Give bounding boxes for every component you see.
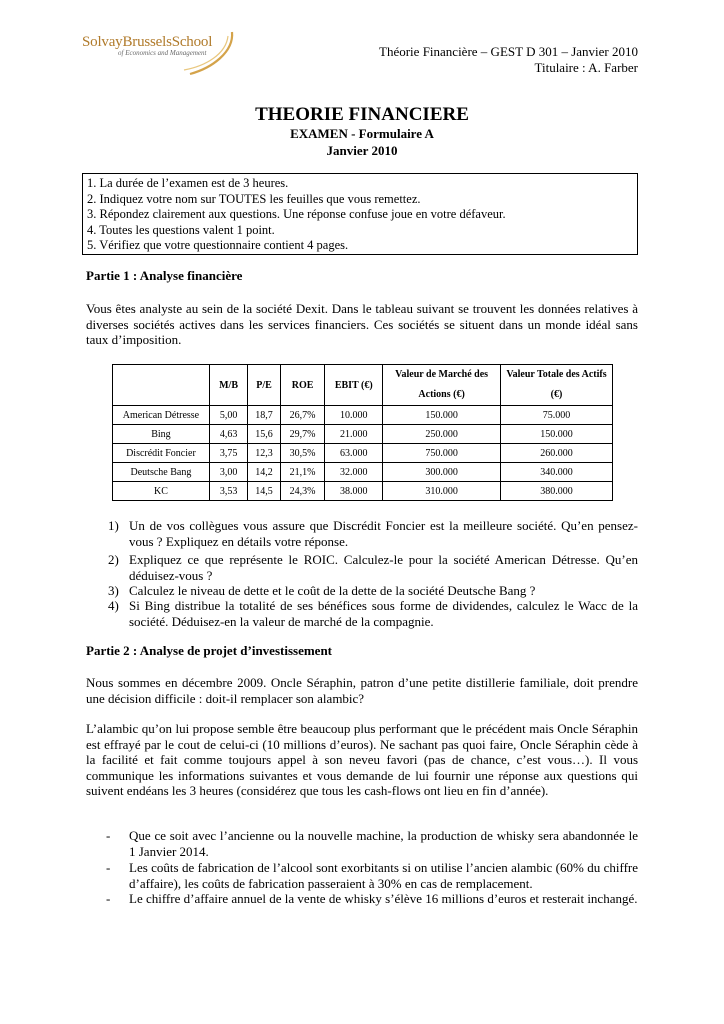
table-cell: 260.000	[500, 444, 612, 463]
logo-name: SolvayBrusselsSchool	[82, 34, 213, 50]
financial-table	[112, 364, 613, 501]
logo-swoosh-icon	[182, 30, 242, 76]
part1-intro: Vous êtes analyste au sein de la société Dexit. Dans le tableau suivant se trouvent les données relatives à diverses sociétés actives dans les services financiers. Ces sociétés se situent dans un monde idéal sans taux d’imposition.	[86, 301, 638, 347]
table-cell: 750.000	[383, 444, 501, 463]
question-text: Si Bing distribue la totalité de ses bénéfices sous forme de dividendes, calculez le Wacc de la société. Déduisez-en la valeur de marché de la compagnie.	[129, 598, 638, 629]
bullet-dash: -	[106, 891, 111, 906]
table-cell: 380.000	[500, 482, 612, 501]
table-cell: 15,6	[248, 425, 281, 444]
table-row-label: Bing	[113, 425, 210, 444]
table-cell: 29,7%	[280, 425, 324, 444]
table-cell: 21,1%	[280, 463, 324, 482]
table-row	[113, 425, 613, 444]
table-row	[113, 482, 613, 501]
table-row	[113, 406, 613, 425]
question-item	[108, 552, 638, 583]
question-text: Calculez le niveau de dette et le coût de la dette de la société Deutsche Bang ?	[129, 583, 536, 598]
bullet-dash: -	[106, 828, 111, 843]
question-item	[108, 518, 638, 549]
table-row	[113, 463, 613, 482]
table-header-cell: P/E	[248, 365, 281, 406]
table-row-label: Discrédit Foncier	[113, 444, 210, 463]
table-cell: 250.000	[383, 425, 501, 444]
table-cell: 150.000	[383, 406, 501, 425]
question-number: 1)	[108, 518, 119, 533]
table-cell: 14,2	[248, 463, 281, 482]
exam-form: EXAMEN - Formulaire A	[290, 126, 434, 141]
bullet-text: Les coûts de fabrication de l’alcool sont exorbitants si on utilise l’ancien alambic (60% du chiffre d’affaire), les coûts de fabrication passeraient à 30% en cas de remplacement.	[129, 860, 638, 891]
exam-date: Janvier 2010	[326, 143, 398, 158]
bullet-text: Que ce soit avec l’ancienne ou la nouvelle machine, la production de whisky sera abandonnée le 1 Janvier 2014.	[129, 828, 638, 859]
logo-subtitle: of Economics and Management	[118, 49, 207, 57]
table-header-cell	[113, 365, 210, 406]
table-cell: 75.000	[500, 406, 612, 425]
table-cell: 18,7	[248, 406, 281, 425]
question-number: 4)	[108, 598, 119, 613]
table-cell: 26,7%	[280, 406, 324, 425]
question-text: Expliquez ce que représente le ROIC. Calculez-le pour la société American Détresse. Qu’en déduisez-vous ?	[129, 552, 638, 583]
table-row-label: Deutsche Bang	[113, 463, 210, 482]
table-cell: 32.000	[325, 463, 383, 482]
bullet-dash: -	[106, 860, 111, 875]
instruction-item: 3. Répondez clairement aux questions. Une réponse confuse joue en votre défaveur.	[87, 207, 506, 221]
table-cell: 5,00	[209, 406, 247, 425]
table-row-label: KC	[113, 482, 210, 501]
table-cell: 4,63	[209, 425, 247, 444]
question-number: 2)	[108, 552, 119, 567]
table-cell: 38.000	[325, 482, 383, 501]
table-cell: 3,53	[209, 482, 247, 501]
course-header	[379, 44, 638, 76]
table-cell: 3,00	[209, 463, 247, 482]
part2-title: Partie 2 : Analyse de projet d’investissement	[86, 643, 333, 658]
table-cell: 21.000	[325, 425, 383, 444]
table-row-label: American Détresse	[113, 406, 210, 425]
instruction-item: 4. Toutes les questions valent 1 point.	[87, 222, 275, 237]
bullet-item	[106, 860, 638, 891]
bullet-item	[106, 891, 638, 907]
table-cell: 12,3	[248, 444, 281, 463]
table-row	[113, 444, 613, 463]
table-header-cell: M/B	[209, 365, 247, 406]
table-cell: 10.000	[325, 406, 383, 425]
question-item	[108, 583, 638, 599]
document-title: THEORIE FINANCIERE	[255, 104, 469, 125]
table-header-cell: Valeur Totale des Actifs (€)	[500, 365, 612, 406]
table-header-cell: EBIT (€)	[325, 365, 383, 406]
instruction-item: 5. Vérifiez que votre questionnaire contient 4 pages.	[87, 238, 349, 252]
school-logo	[82, 34, 242, 82]
bullet-item	[106, 828, 638, 859]
question-text: Un de vos collègues vous assure que Discrédit Foncier est la meilleure société. Qu’en pensez-vous ? Expliquez en détails votre réponse.	[129, 518, 638, 549]
table-cell: 340.000	[500, 463, 612, 482]
table-cell: 14,5	[248, 482, 281, 501]
instructions-box	[82, 173, 638, 255]
part1-title: Partie 1 : Analyse financière	[86, 268, 243, 283]
course-line: Théorie Financière – GEST D 301 – Janvier 2010	[379, 44, 638, 59]
table-cell: 310.000	[383, 482, 501, 501]
table-cell: 63.000	[325, 444, 383, 463]
table-cell: 300.000	[383, 463, 501, 482]
table-cell: 150.000	[500, 425, 612, 444]
question-item	[108, 598, 638, 629]
instruction-item: 1. La durée de l’examen est de 3 heures.	[87, 176, 289, 190]
table-cell: 30,5%	[280, 444, 324, 463]
bullet-text: Le chiffre d’affaire annuel de la vente de whisky s’élève 16 millions d’euros et resterait inchangé.	[129, 891, 638, 906]
part2-paragraph-2: L’alambic qu’on lui propose semble être beaucoup plus performant que le précédent mais Oncle Séraphin est effrayé par le cout de celui-ci (10 millions d’euros). Ne sachant pas quoi faire, Oncle Séraphin cède à la facilité et fait comme toujours appel à son neveu favori (pas de chance, c’est vous…). Il vous communique les informations suivantes et vous demande de lui fournir une réponse aux questions qui suivent endéans les 3 heures (considérez que tous les cash-flows ont lieu en fin d’année).	[86, 721, 638, 798]
table-cell: 3,75	[209, 444, 247, 463]
question-number: 3)	[108, 583, 119, 598]
table-header-row	[113, 365, 613, 406]
table-header-cell: Valeur de Marché des Actions (€)	[383, 365, 501, 406]
titulaire-line: Titulaire : A. Farber	[534, 60, 638, 75]
document-subtitle	[0, 125, 724, 159]
table-header-cell: ROE	[280, 365, 324, 406]
part2-paragraph-1: Nous sommes en décembre 2009. Oncle Séraphin, patron d’une petite distillerie familiale, doit prendre une décision difficile : doit-il remplacer son alambic?	[86, 675, 638, 706]
table-cell: 24,3%	[280, 482, 324, 501]
instruction-item: 2. Indiquez votre nom sur TOUTES les feuilles que vous remettez.	[87, 191, 421, 206]
